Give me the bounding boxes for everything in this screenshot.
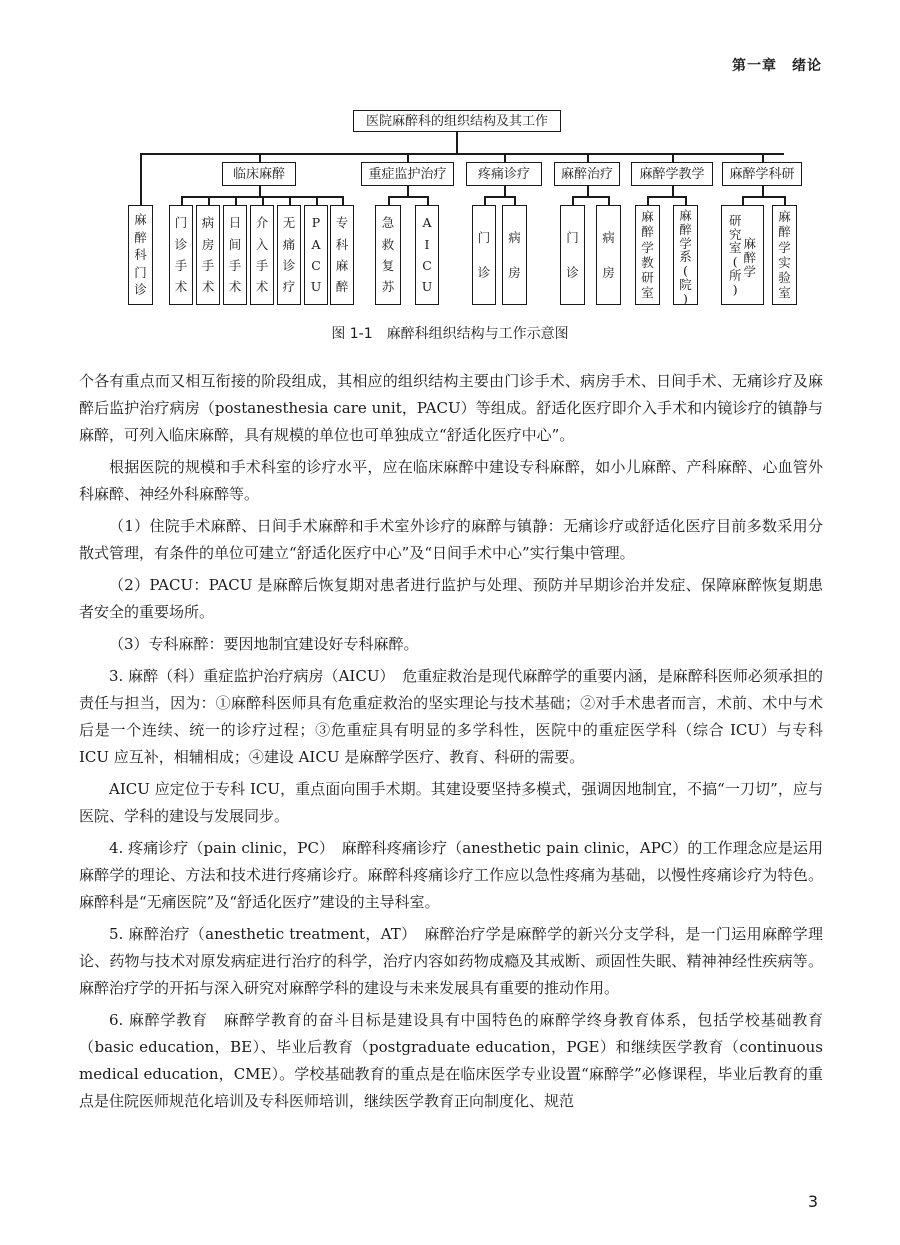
connector — [484, 196, 515, 198]
leaf-char: C — [311, 257, 321, 273]
leaf-char: 醉 — [743, 250, 757, 266]
connector — [587, 186, 589, 196]
paragraph: （3）专科麻醉：要因地制宜建设好专科麻醉。 — [109, 635, 419, 653]
leaf-char: 诊 — [477, 264, 491, 280]
leaf-char: 房 — [508, 264, 521, 280]
paragraph: AICU 应定位于专科 ICU，重点面向围手术期。其建设要坚持多模式，强调因地制宜，不搞“一刀切”，应与医院、学科的建设与发展同步。 — [79, 780, 823, 825]
leaf-specialty-anesthesia — [330, 205, 354, 305]
connector — [289, 196, 291, 205]
connector — [140, 153, 142, 205]
leaf-char: 术 — [174, 278, 188, 294]
leaf-char: U — [310, 278, 322, 294]
leaf-char: 入 — [255, 236, 269, 252]
group-pain-clinic: 疼痛诊疗 — [466, 162, 542, 186]
paragraph: 6. 麻醉学教育 麻醉学教育的奋斗目标是建设具有中国特色的麻醉学终身教育体系，包括学校基础教育（basic education，BE）、毕业后教育（postgraduate education，PGE）和继续医学教育（continuous medical education，CME）。学校基础教育的重点是在临床医学专业设置“麻醉学”必修课程，毕业后教育的重点是住院医师规范化培训及专科医师培训，继续医学教育正向制度化、规范 — [79, 1011, 823, 1110]
leaf-char: 诊 — [174, 236, 188, 252]
leaf-char: 诊 — [282, 257, 296, 273]
leaf-char: 房 — [602, 264, 615, 280]
connector — [388, 196, 428, 198]
connector — [259, 153, 261, 162]
page-number: 3 — [807, 1192, 818, 1211]
leaf-char: 室 — [728, 240, 742, 256]
group-teaching: 麻醉学教学 — [631, 162, 713, 186]
leaf-char: 病 — [201, 215, 215, 231]
paragraph: 个各有重点而又相互衔接的阶段组成，其相应的组织结构主要由门诊手术、病房手术、日间手术、无痛诊疗及麻醉后监护治疗病房（postanesthesia care unit，PACU）等组成。舒适化医疗即介入手术和内镜诊疗的镇静与麻醉，可列入临床麻醉，具有规模的单位也可单独成立“舒适化医疗中心”。 — [79, 372, 823, 444]
connector — [647, 196, 686, 198]
leaf-char: 醉 — [641, 224, 654, 240]
connector — [235, 196, 237, 205]
leaf-treatment-outpatient — [560, 205, 585, 305]
leaf-char: 麻 — [679, 208, 692, 223]
paragraph: 5. 麻醉治疗（anesthetic treatment，AT） 麻醉治疗学是麻醉学的新兴分支学科，是一门运用麻醉学理论、药物与技术对原发病症进行治疗的科学，治疗内容如药物成瘾及其戒断、顽固性失眠、精神神经性疾病等。麻醉治疗学的开拓与深入研究对麻醉学科的建设与未来发展具有重要的推动作用。 — [79, 925, 823, 997]
connector — [504, 186, 506, 196]
connector — [316, 196, 318, 205]
connector — [572, 196, 574, 205]
leaf-painless-diagnosis — [277, 205, 301, 305]
leaf-ward-surgery — [196, 205, 220, 305]
connector — [514, 196, 516, 205]
leaf-char: C — [422, 257, 432, 273]
leaf-char: 术 — [255, 278, 269, 294]
leaf-treatment-ward — [596, 205, 621, 305]
root-box: 医院麻醉科的组织结构及其工作 — [353, 110, 561, 132]
leaf-char: ( — [732, 254, 738, 269]
leaf-anesthesia-department — [673, 205, 698, 305]
leaf-char: 醉 — [335, 278, 349, 294]
leaf-char: 教 — [641, 254, 654, 270]
leaf-char: 麻 — [743, 236, 757, 252]
leaf-char: 门 — [134, 264, 147, 280]
leaf-pain-outpatient — [472, 205, 496, 305]
leaf-char: 诊 — [566, 264, 579, 280]
leaf-char: 所 — [728, 267, 742, 283]
connector — [647, 196, 649, 205]
leaf-emergency-resuscitation — [375, 205, 401, 305]
connector — [181, 196, 183, 205]
connector — [140, 153, 784, 155]
leaf-char: 学 — [679, 235, 692, 251]
connector — [762, 186, 764, 196]
paragraph: 3. 麻醉（科）重症监护治疗病房（AICU） 危重症救治是现代麻醉学的重要内涵，是麻醉科医师必须承担的责任与担当，因为：①麻醉科医师具有危重症救治的坚实理论与技术基础；②对手术患者而言，术前、术中与术后是一个连续、统一的诊疗过程；③危重症具有明显的多学科性，医院中的重症医学科（综合 ICU）与专科 ICU 应互补，相辅相成；④建设 AICU 是麻醉学医疗、教育、科研的需要。 — [79, 667, 823, 766]
leaf-char: 间 — [228, 236, 242, 252]
leaf-aicu — [415, 205, 439, 305]
paragraph: （2）PACU：PACU 是麻醉后恢复期对患者进行监护与处理、预防并早期诊治并发症、保障麻醉恢复期患者安全的重要场所。 — [79, 576, 823, 621]
connector — [672, 186, 674, 196]
connector — [388, 196, 390, 205]
leaf-char: 手 — [255, 257, 269, 273]
leaf-char: A — [422, 215, 432, 231]
leaf-outpatient-anesthesia — [128, 205, 153, 305]
leaf-char: 诊 — [134, 282, 147, 298]
leaf-char: ) — [683, 290, 688, 306]
leaf-char: 介 — [255, 215, 269, 231]
leaf-char: 复 — [381, 257, 395, 273]
running-header: 第一章 绪论 — [732, 58, 822, 74]
leaf-char: 手 — [174, 257, 188, 273]
leaf-interventional-surgery — [250, 205, 274, 305]
connector — [742, 196, 785, 198]
leaf-char: 系 — [679, 249, 692, 265]
connector — [685, 196, 687, 205]
leaf-char: 麻 — [335, 257, 349, 273]
leaf-char: 苏 — [381, 278, 395, 294]
connector — [672, 153, 674, 162]
leaf-char: 麻 — [778, 209, 791, 225]
leaf-char: 室 — [641, 284, 654, 300]
connector — [484, 196, 486, 205]
connector — [456, 131, 458, 153]
connector — [608, 196, 610, 205]
leaf-char: 痛 — [282, 236, 296, 252]
leaf-char: 学 — [743, 263, 757, 279]
leaf-char: 科 — [335, 236, 349, 252]
connector — [259, 186, 261, 196]
leaf-outpatient-surgery — [169, 205, 193, 305]
leaf-char: 专 — [335, 215, 349, 231]
leaf-char: 学 — [641, 239, 654, 255]
leaf-char: 急 — [381, 215, 395, 231]
group-research: 麻醉学科研 — [722, 162, 802, 186]
leaf-char: P — [311, 215, 321, 231]
connector — [762, 153, 764, 162]
leaf-day-surgery — [223, 205, 247, 305]
leaf-char: 房 — [201, 236, 215, 252]
org-chart-diagram — [0, 0, 900, 320]
leaf-char: 救 — [381, 236, 395, 252]
connector — [407, 153, 409, 162]
leaf-char: A — [311, 236, 321, 252]
leaf-char: 醉 — [134, 229, 147, 245]
connector — [208, 196, 210, 205]
leaf-char: 究 — [728, 226, 742, 242]
figure-caption: 图 1-1 麻醉科组织结构与工作示意图 — [331, 326, 569, 342]
leaf-char: 科 — [134, 247, 147, 263]
leaf-char: 病 — [602, 229, 615, 245]
leaf-char: 疗 — [282, 278, 296, 294]
group-intensive-care: 重症监护治疗 — [361, 162, 454, 186]
connector — [784, 196, 786, 205]
leaf-char: 实 — [778, 254, 791, 270]
leaf-char: 无 — [282, 215, 296, 231]
leaf-laboratory — [772, 205, 797, 305]
leaf-char: 验 — [778, 269, 791, 285]
leaf-char: 醉 — [679, 221, 692, 237]
paragraph: 4. 疼痛诊疗（pain clinic，PC） 麻醉科疼痛诊疗（anesthetic pain clinic，APC）的工作理念应是运用麻醉学的理论、方法和技术进行疼痛诊疗。麻醉科疼痛诊疗工作应以急性疼痛为基础，以慢性疼痛诊疗为特色。麻醉科是“无痛医院”及“舒适化医疗”建设的主导科室。 — [79, 839, 823, 911]
leaf-char: 研 — [641, 269, 654, 285]
leaf-research-institute — [721, 205, 764, 305]
group-anesthesia-treatment: 麻醉治疗 — [554, 162, 620, 186]
leaf-char: 门 — [174, 215, 188, 231]
leaf-char: ) — [732, 281, 738, 297]
connector — [572, 196, 609, 198]
leaf-char: I — [424, 236, 430, 252]
leaf-char: 门 — [566, 229, 579, 245]
leaf-char: 日 — [228, 215, 242, 231]
group-clinical-anesthesia: 临床麻醉 — [222, 162, 296, 186]
leaf-teaching-office — [635, 205, 660, 305]
leaf-research-institute-col-a — [729, 214, 742, 297]
connector — [407, 186, 409, 196]
leaf-char: ( — [683, 263, 688, 278]
leaf-char: 研 — [728, 212, 742, 228]
leaf-char: 病 — [508, 229, 521, 245]
leaf-char: 门 — [477, 229, 491, 245]
leaf-char: 手 — [228, 257, 242, 273]
connector — [504, 153, 506, 162]
leaf-char: 手 — [201, 257, 215, 273]
leaf-char: 麻 — [134, 211, 147, 227]
connector — [742, 196, 744, 205]
paragraph: （1）住院手术麻醉、日间手术麻醉和手术室外诊疗的麻醉与镇静：无痛诊疗或舒适化医疗目前多数采用分散式管理，有条件的单位可建立“舒适化医疗中心”及“日间手术中心”实行集中管理。 — [79, 517, 823, 562]
leaf-char: 麻 — [641, 209, 654, 225]
leaf-char: 醉 — [778, 224, 791, 240]
leaf-pacu — [304, 205, 328, 305]
paragraph: 根据医院的规模和手术科室的诊疗水平，应在临床麻醉中建设专科麻醉，如小儿麻醉、产科麻醉、心血管外科麻醉、神经外科麻醉等。 — [79, 458, 823, 503]
leaf-char: U — [421, 278, 433, 294]
leaf-research-institute-col-b — [744, 231, 757, 278]
connector — [262, 196, 264, 205]
connector — [587, 153, 589, 162]
connector — [342, 196, 344, 205]
body-text — [79, 368, 823, 1120]
leaf-pain-ward — [502, 205, 527, 305]
connector — [427, 196, 429, 205]
leaf-char: 院 — [679, 276, 692, 292]
leaf-char: 术 — [228, 278, 242, 294]
leaf-char: 学 — [778, 239, 791, 255]
leaf-char: 术 — [201, 278, 215, 294]
leaf-char: 室 — [778, 284, 791, 300]
